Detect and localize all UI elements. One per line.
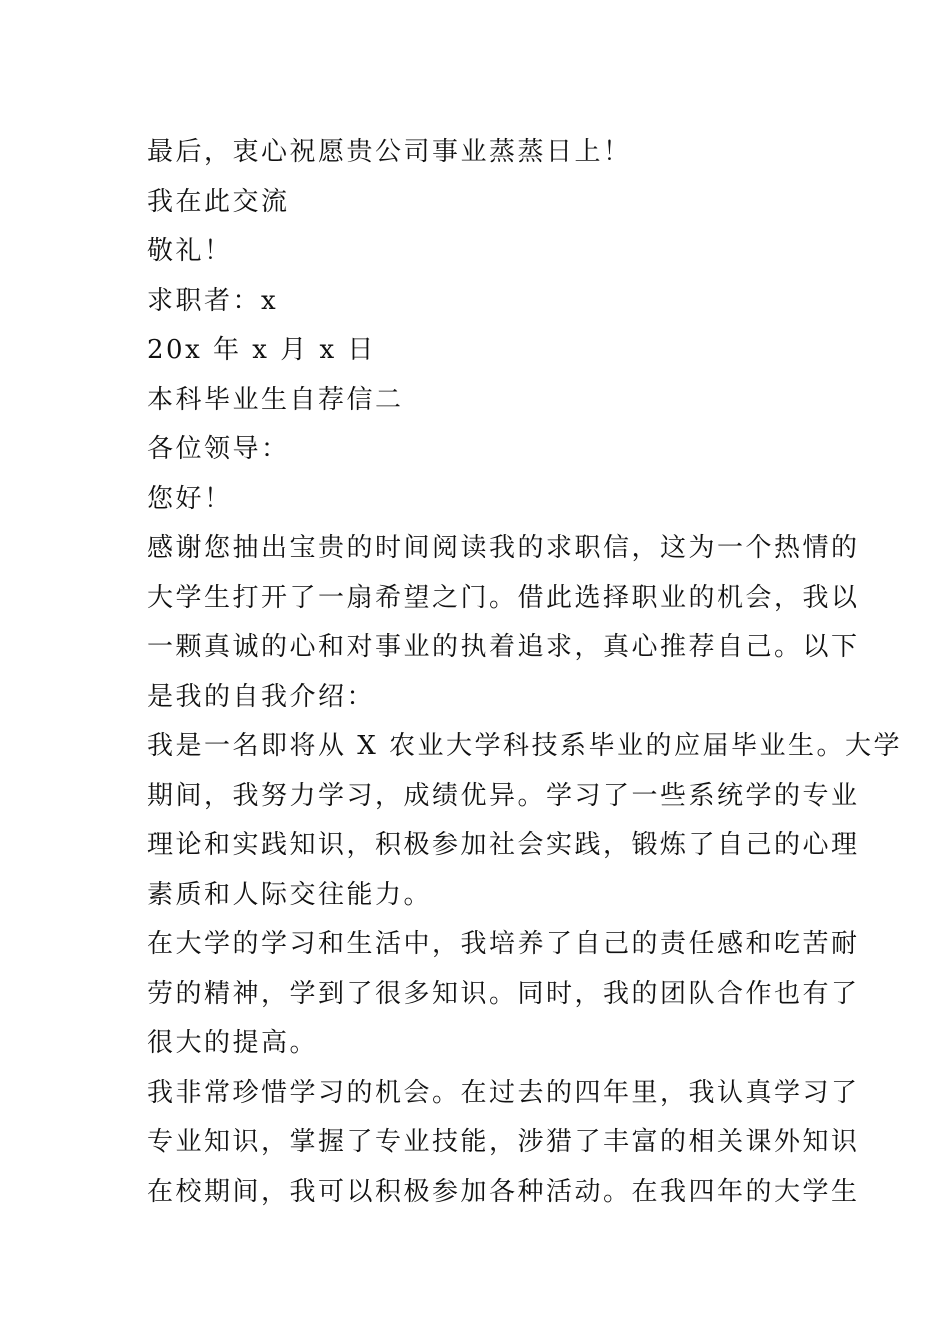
closing-line: 我在此交流 bbox=[147, 186, 290, 217]
greeting-recipient: 各位领导： bbox=[147, 434, 290, 464]
closing-wish-line: 最后，衷心祝愿贵公司事业蒸蒸日上！ bbox=[147, 137, 632, 167]
paragraph-line: 期间，我努力学习，成绩优异。学习了一些系统学的专业 bbox=[147, 780, 860, 811]
paragraph-line: 一颗真诚的心和对事业的执着追求，真心推荐自己。以下 bbox=[147, 632, 860, 662]
paragraph-line: 是我的自我介绍： bbox=[147, 681, 376, 712]
paragraph-line: 大学生打开了一扇希望之门。借此选择职业的机会，我以 bbox=[147, 582, 860, 613]
paragraph-line: 我是一名即将从 X 农业大学科技系毕业的应届毕业生。大学 bbox=[147, 731, 903, 761]
paragraph-line: 专业知识，掌握了专业技能，涉猎了丰富的相关课外知识 bbox=[147, 1127, 860, 1157]
paragraph-line: 在校期间，我可以积极参加各种活动。在我四年的大学生 bbox=[147, 1176, 860, 1207]
date-line: 20x 年 x 月 x 日 bbox=[147, 335, 376, 365]
paragraph-line: 在大学的学习和生活中，我培养了自己的责任感和吃苦耐 bbox=[147, 929, 860, 959]
document-body bbox=[147, 128, 903, 1217]
paragraph-line: 感谢您抽出宝贵的时间阅读我的求职信，这为一个热情的 bbox=[147, 533, 860, 563]
paragraph-line: 劳的精神，学到了很多知识。同时，我的团队合作也有了 bbox=[147, 978, 860, 1009]
letter-title: 本科毕业生自荐信二 bbox=[147, 384, 404, 415]
paragraph-line: 很大的提高。 bbox=[147, 1028, 319, 1058]
paragraph-line: 理论和实践知识，积极参加社会实践，锻炼了自己的心理 bbox=[147, 830, 860, 860]
paragraph-line: 素质和人际交往能力。 bbox=[147, 879, 433, 910]
greeting-hello: 您好！ bbox=[147, 483, 233, 514]
applicant-signature: 求职者：x bbox=[147, 285, 279, 316]
salutation-close: 敬礼！ bbox=[147, 236, 233, 266]
paragraph-line: 我非常珍惜学习的机会。在过去的四年里，我认真学习了 bbox=[147, 1077, 860, 1108]
